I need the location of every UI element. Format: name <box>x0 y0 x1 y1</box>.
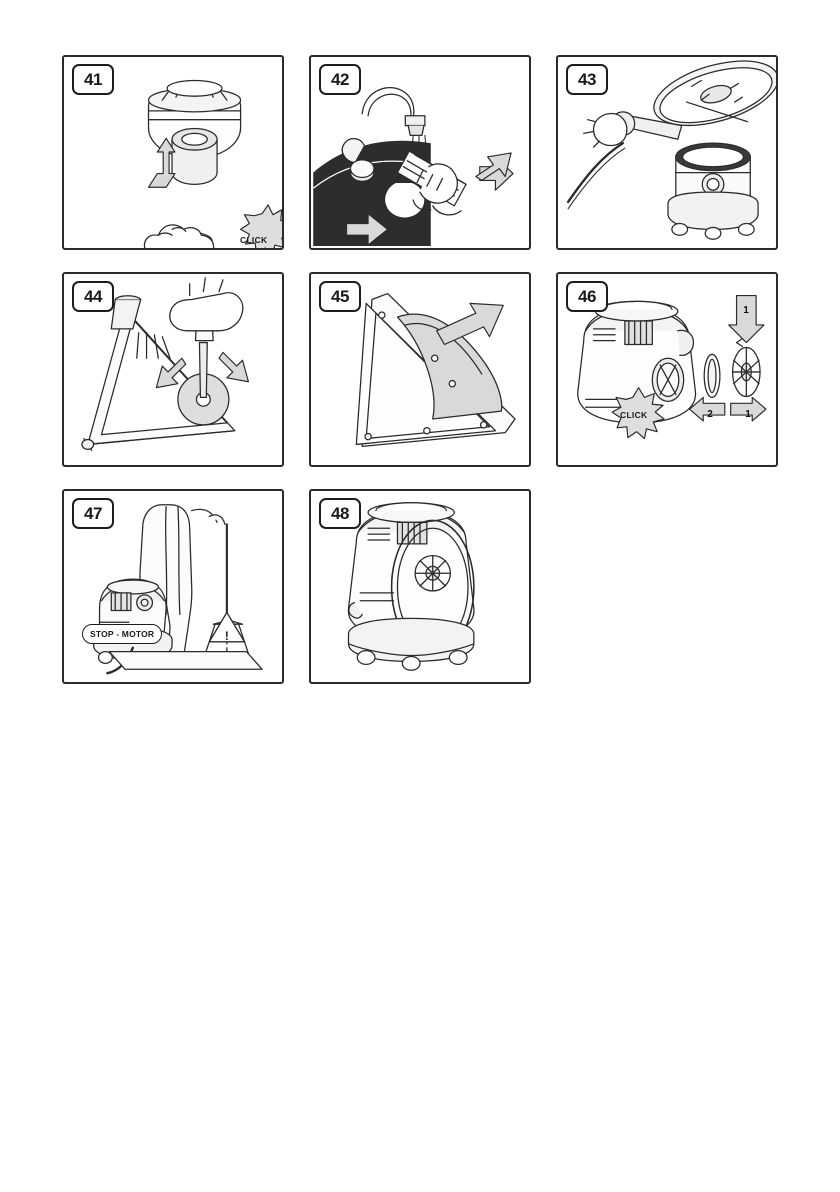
figure-panel-48 <box>309 489 531 684</box>
figure-row <box>62 489 778 684</box>
figure-row <box>62 272 778 467</box>
step-number-2: 2 <box>707 408 713 420</box>
svg-text:!: ! <box>224 629 229 643</box>
figure-row <box>62 55 778 250</box>
figure-panel-45 <box>309 272 531 467</box>
panel-number-badge: 47 <box>72 498 114 529</box>
click-label-46: CLICK <box>620 410 648 420</box>
panel-number-badge: 43 <box>566 64 608 95</box>
panel-number-badge: 44 <box>72 281 114 312</box>
figure-panel-41 <box>62 55 284 250</box>
figure-panel-43 <box>556 55 778 250</box>
figure-panel-placeholder <box>556 489 778 684</box>
panel-number-badge: 42 <box>319 64 361 95</box>
figure-panel-46 <box>556 272 778 467</box>
click-label-41: CLICK <box>240 235 268 245</box>
figure-grid <box>62 55 778 706</box>
panel-number-badge: 41 <box>72 64 114 95</box>
figure-panel-47 <box>62 489 284 684</box>
figure-panel-44 <box>62 272 284 467</box>
step-number-1-top: 1 <box>743 304 749 316</box>
panel-number-badge: 48 <box>319 498 361 529</box>
stop-motor-label: STOP - MOTOR <box>82 624 162 644</box>
figure-panel-42 <box>309 55 531 250</box>
panel-number-badge: 46 <box>566 281 608 312</box>
panel-number-badge: 45 <box>319 281 361 312</box>
step-number-1-right: 1 <box>745 408 751 420</box>
up-down-arrow-icon <box>149 138 175 187</box>
